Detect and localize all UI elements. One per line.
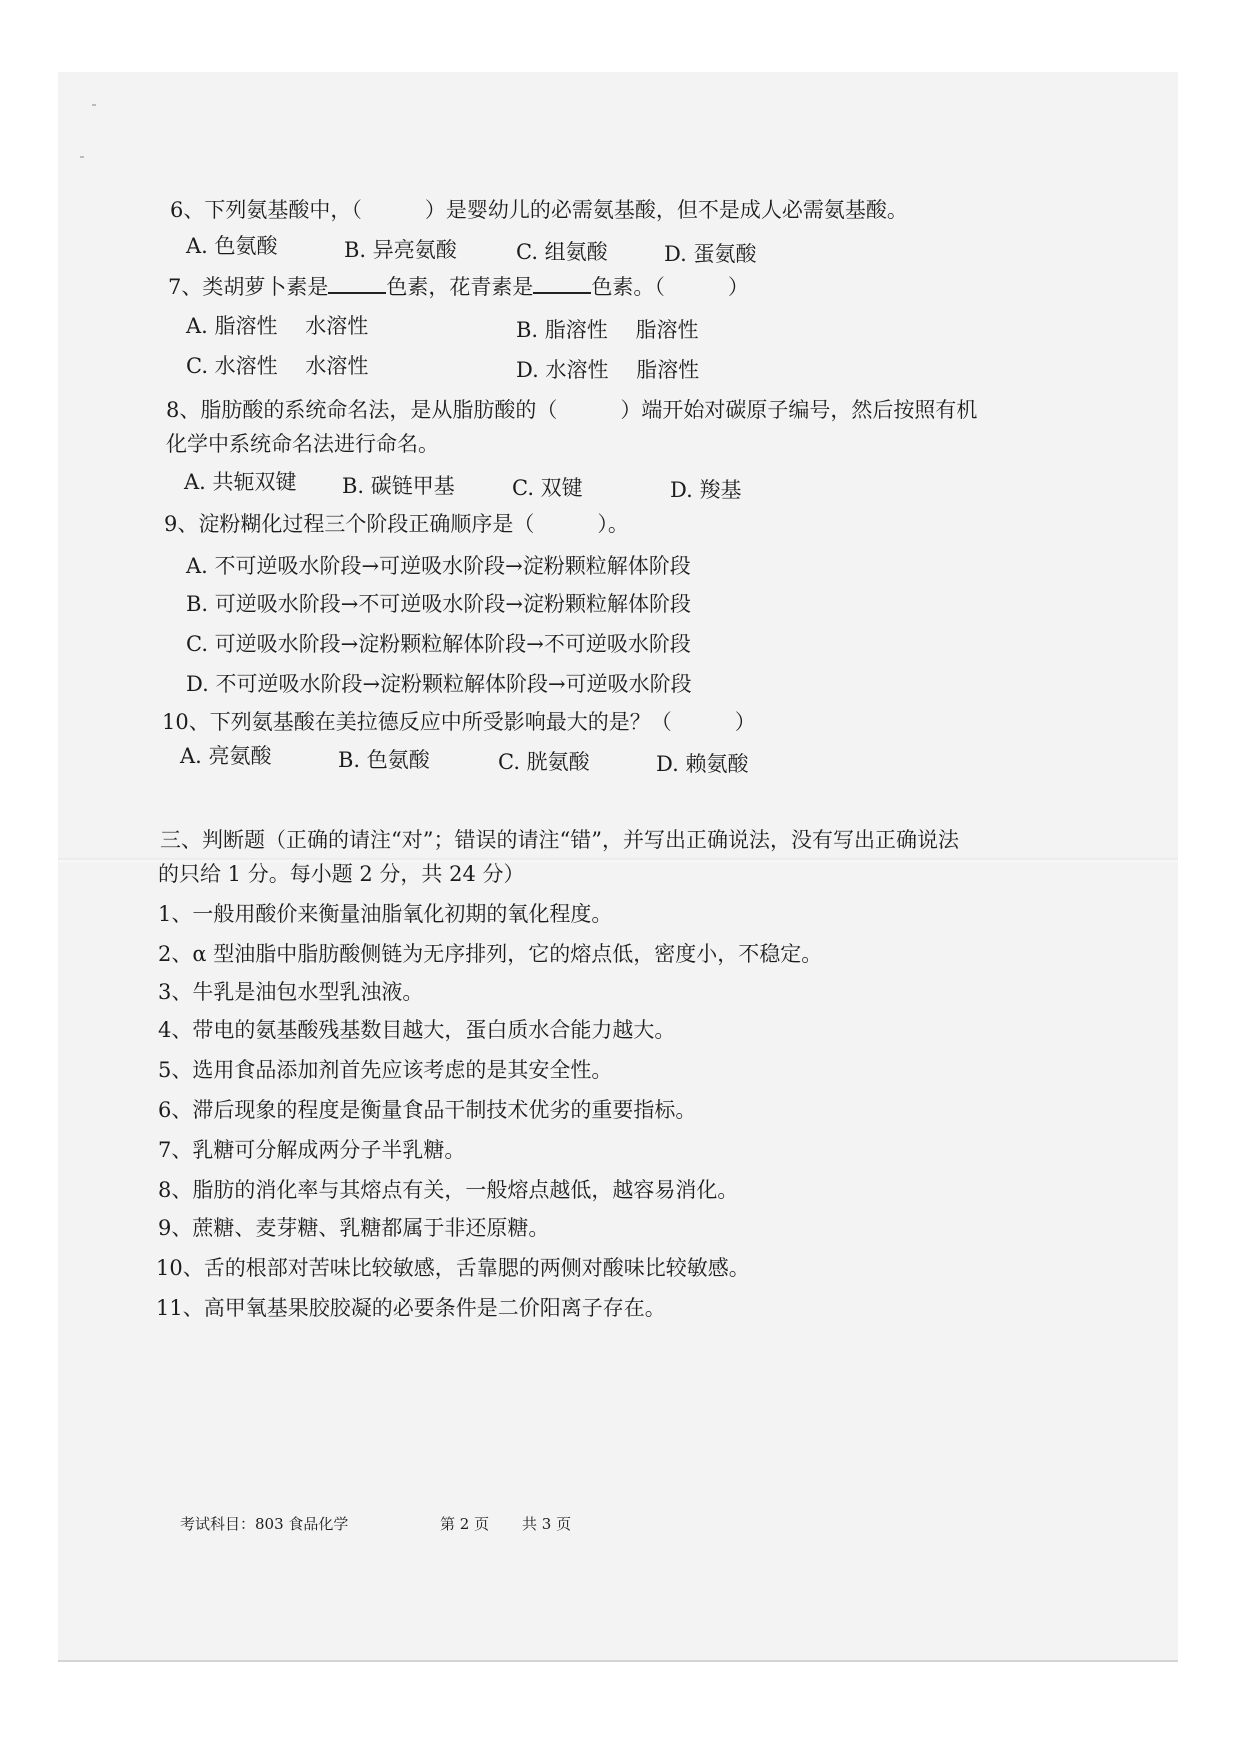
question-6-option-c: C. 组氨酸	[516, 240, 608, 264]
question-9-option-c: C. 可逆吸水阶段→淀粉颗粒解体阶段→不可逆吸水阶段	[186, 632, 691, 656]
question-7-option-c: C. 水溶性 水溶性	[186, 354, 369, 378]
footer-exam-subject: 考试科目：803 食品化学	[180, 1515, 349, 1533]
question-8-option-c: C. 双键	[512, 476, 583, 500]
footer-total-pages: 共 3 页	[522, 1515, 572, 1533]
question-6-option-d: D. 蛋氨酸	[664, 242, 757, 266]
judgement-item-8: 8、脂肪的消化率与其熔点有关，一般熔点越低，越容易消化。	[158, 1178, 739, 1202]
question-6-option-b: B. 异亮氨酸	[344, 238, 457, 262]
question-8-option-d: D. 羧基	[670, 478, 742, 502]
question-8-option-a: A. 共轭双键	[184, 470, 297, 494]
judgement-item-1: 1、一般用酸价来衡量油脂氧化初期的氧化程度。	[158, 902, 613, 926]
judgement-item-5: 5、选用食品添加剂首先应该考虑的是其安全性。	[158, 1058, 613, 1082]
section-3-heading: 三、判断题（正确的请注“对”；错误的请注“错”，并写出正确说法，没有写出正确说法	[160, 828, 959, 852]
question-7-stem-part-2: 色素，花青素是	[386, 275, 534, 299]
scan-speck	[92, 104, 96, 106]
judgement-item-3: 3、牛乳是油包水型乳浊液。	[158, 980, 424, 1004]
question-6-stem: 6、下列氨基酸中，（ ）是婴幼儿的必需氨基酸，但不是成人必需氨基酸。	[170, 198, 908, 222]
question-7-option-a: A. 脂溶性 水溶性	[186, 314, 369, 338]
question-8-stem: 8、脂肪酸的系统命名法，是从脂肪酸的（ ）端开始对碳原子编号，然后按照有机	[166, 398, 978, 422]
judgement-item-11: 11、高甲氧基果胶胶凝的必要条件是二价阳离子存在。	[156, 1296, 666, 1320]
question-9-stem: 9、淀粉糊化过程三个阶段正确顺序是（ ）。	[164, 512, 629, 536]
judgement-item-4: 4、带电的氨基酸残基数目越大，蛋白质水合能力越大。	[158, 1018, 676, 1042]
footer-page-number: 第 2 页	[440, 1515, 490, 1533]
question-10-option-d: D. 赖氨酸	[656, 752, 749, 776]
question-10-option-c: C. 胱氨酸	[498, 750, 590, 774]
question-9-option-b: B. 可逆吸水阶段→不可逆吸水阶段→淀粉颗粒解体阶段	[186, 592, 691, 616]
judgement-item-7: 7、乳糖可分解成两分子半乳糖。	[158, 1138, 466, 1162]
question-9-option-a: A. 不可逆吸水阶段→可逆吸水阶段→淀粉颗粒解体阶段	[186, 554, 691, 578]
question-7-option-d: D. 水溶性 脂溶性	[516, 358, 700, 382]
judgement-item-10: 10、舌的根部对苦味比较敏感，舌靠腮的两侧对酸味比较敏感。	[156, 1256, 750, 1280]
paper-edge	[58, 1660, 1178, 1662]
judgement-item-9: 9、蔗糖、麦芽糖、乳糖都属于非还原糖。	[158, 1216, 550, 1240]
answer-blank	[328, 272, 386, 294]
question-7-stem	[168, 272, 749, 301]
answer-blank	[533, 272, 591, 294]
judgement-item-2: 2、α 型油脂中脂肪酸侧链为无序排列，它的熔点低，密度小，不稳定。	[158, 942, 823, 966]
question-7-option-b: B. 脂溶性 脂溶性	[516, 318, 699, 342]
question-10-stem: 10、下列氨基酸在美拉德反应中所受影响最大的是？（ ）	[162, 710, 756, 734]
judgement-item-6: 6、滞后现象的程度是衡量食品干制技术优劣的重要指标。	[158, 1098, 697, 1122]
question-8-stem-continued: 化学中系统命名法进行命名。	[166, 432, 439, 456]
question-7-stem-part-3: 色素。（ ）	[591, 275, 749, 299]
question-10-option-b: B. 色氨酸	[338, 748, 430, 772]
question-7-stem-part-1: 7、类胡萝卜素是	[168, 275, 329, 299]
question-9-option-d: D. 不可逆吸水阶段→淀粉颗粒解体阶段→可逆吸水阶段	[186, 672, 692, 696]
question-8-option-b: B. 碳链甲基	[342, 474, 455, 498]
question-6-option-a: A. 色氨酸	[186, 234, 278, 258]
scan-speck	[80, 156, 84, 158]
question-10-option-a: A. 亮氨酸	[180, 744, 272, 768]
section-3-heading-continued: 的只给 1 分。每小题 2 分，共 24 分）	[158, 862, 525, 886]
